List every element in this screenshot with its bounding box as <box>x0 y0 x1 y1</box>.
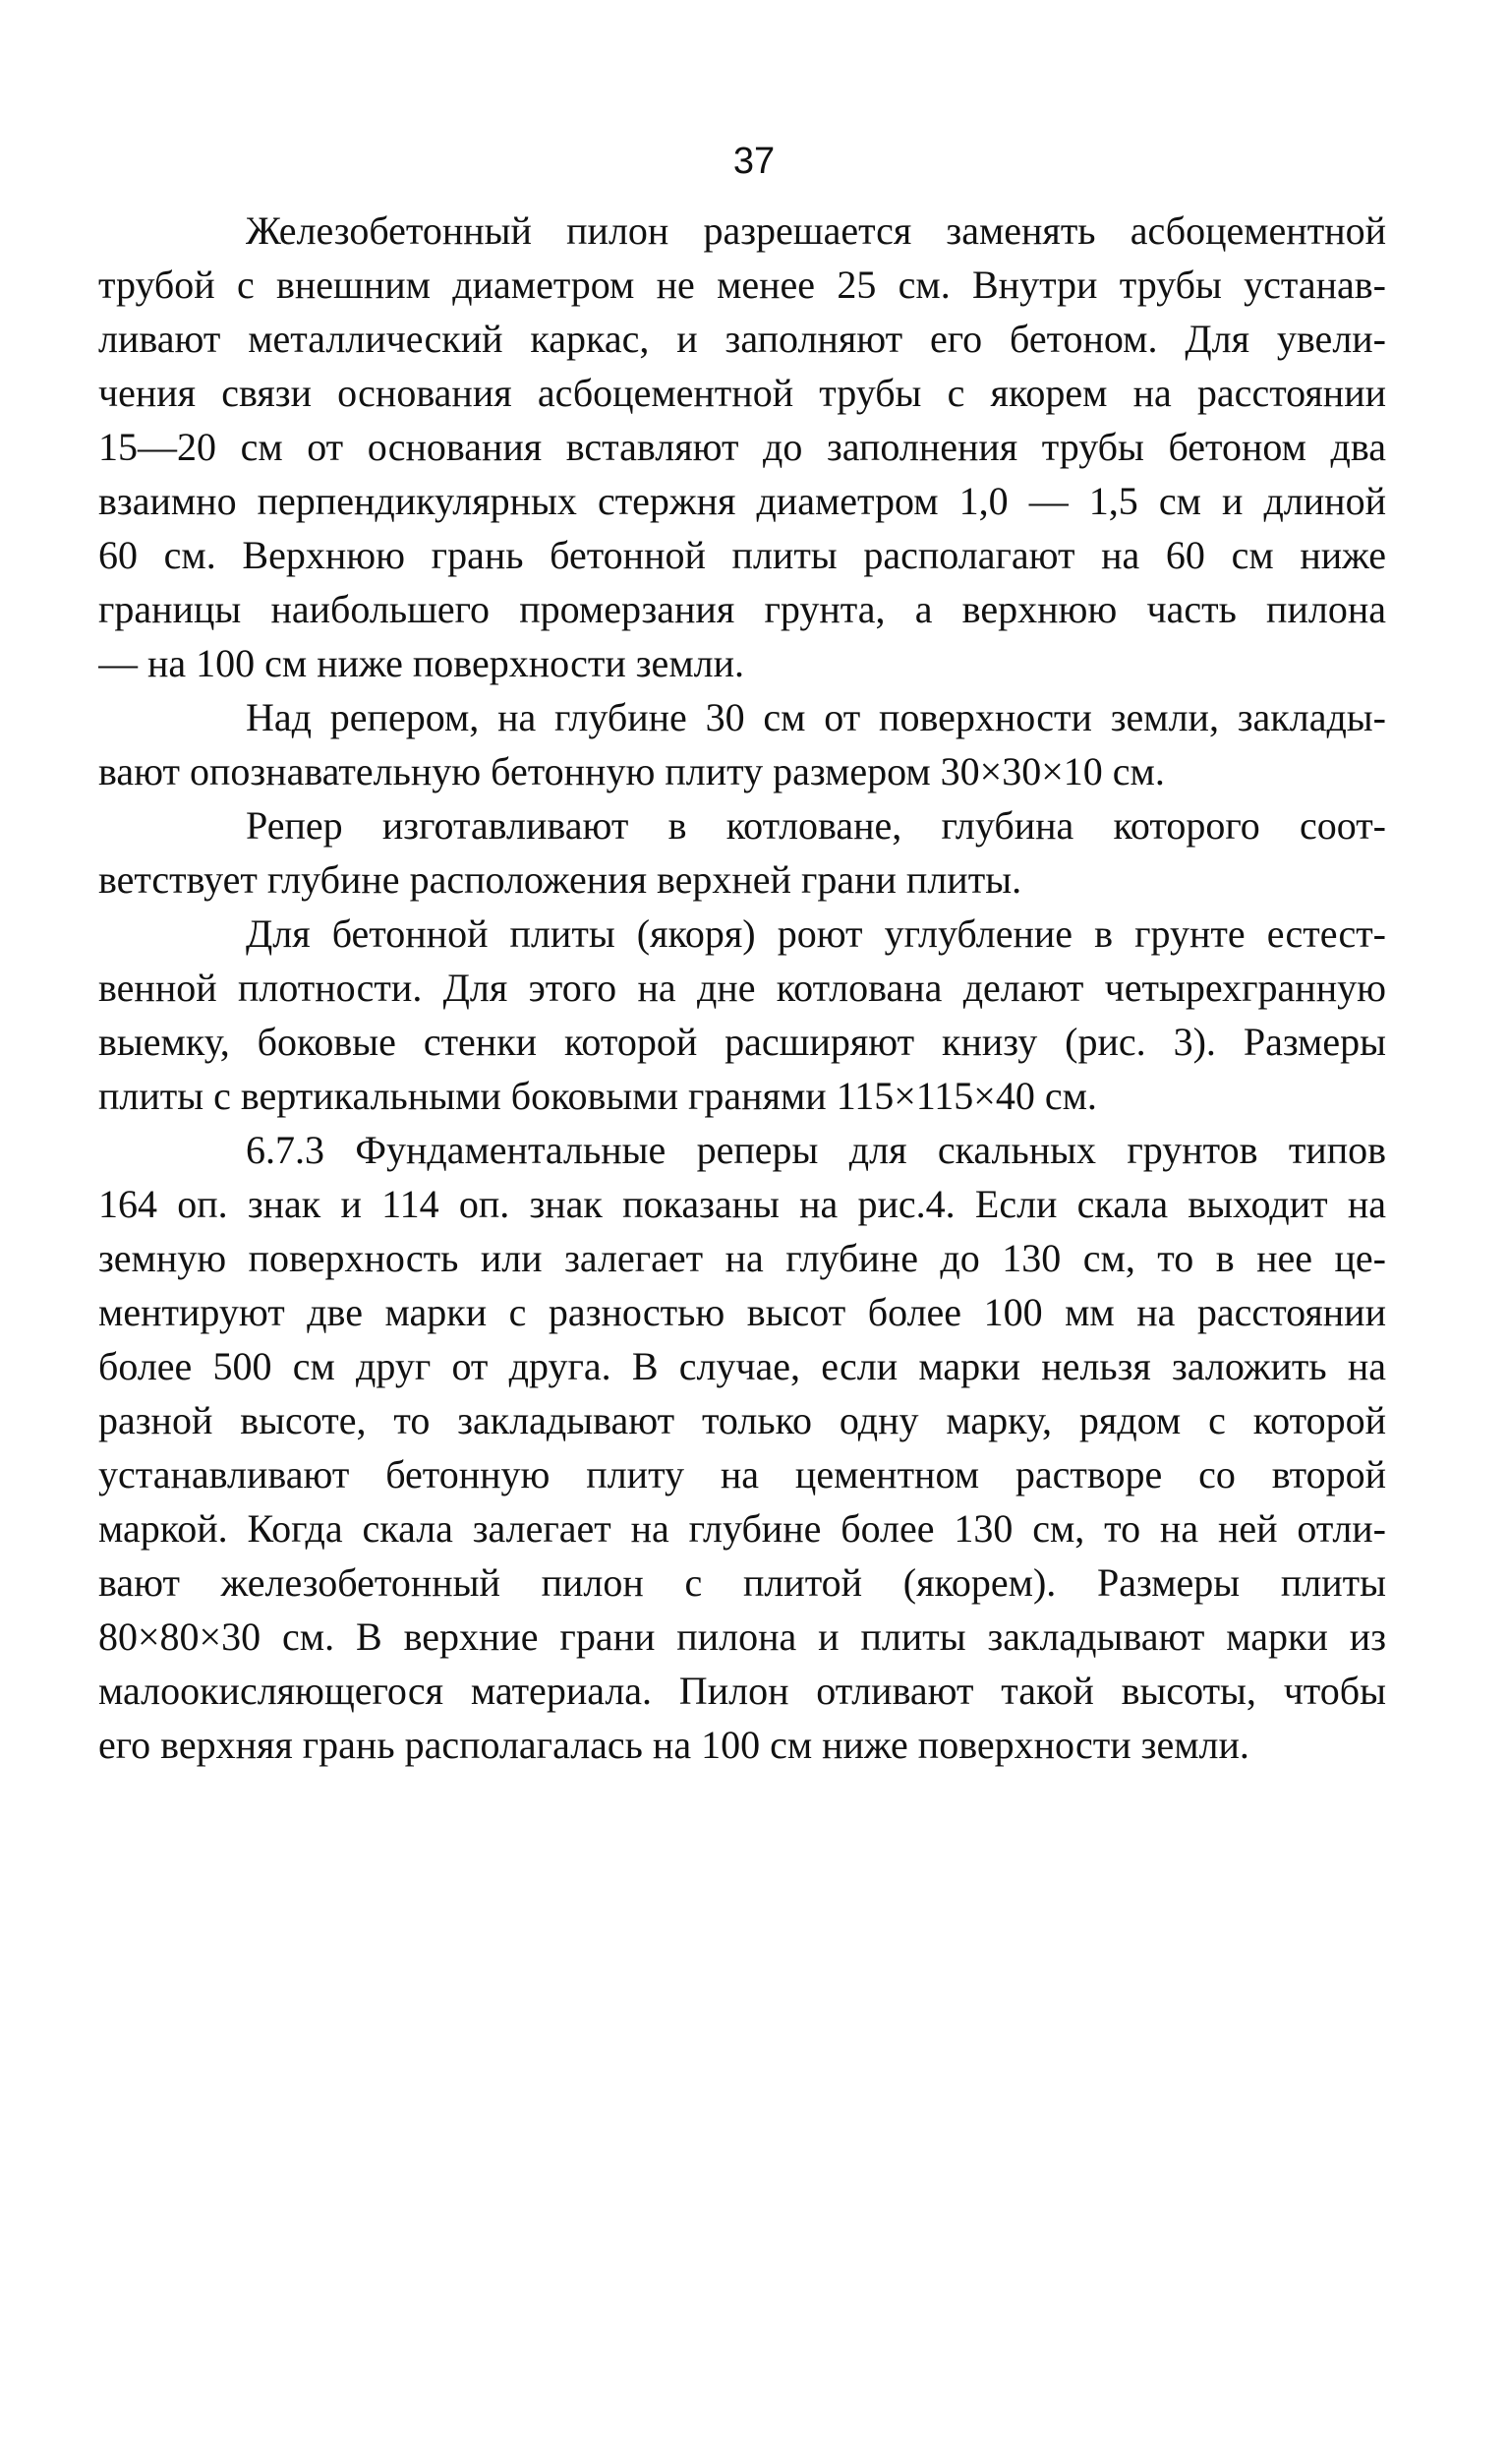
text-line: чения связи основания асбоцементной трубы с якорем на расстоянии <box>98 371 1386 415</box>
text-line: вают железобетонный пилон с плитой (якорем). Размеры плиты <box>98 1560 1386 1605</box>
text-line: 164 оп. знак и 114 оп. знак показаны на рис.4. Если скала выходит на <box>98 1182 1386 1226</box>
page-number: 37 <box>732 141 776 182</box>
text-line: венной плотности. Для этого на дне котлована делают четырехгранную <box>98 966 1386 1010</box>
paragraph <box>98 204 1386 690</box>
text-line: более 500 см друг от друга. В случае, если марки нельзя заложить на <box>98 1344 1386 1388</box>
text-line: ветствует глубине расположения верхней грани плиты. <box>98 857 1022 902</box>
text-line: плиты с вертикальными боковыми гранями 115×115×40 см. <box>98 1074 1097 1118</box>
paragraph <box>98 907 1386 1123</box>
text-line: взаимно перпендикулярных стержня диаметром 1,0 — 1,5 см и длиной <box>98 479 1386 523</box>
text-line: Репер изготавливают в котловане, глубина которого соот- <box>246 803 1386 848</box>
text-line: устанавливают бетонную плиту на цементном растворе со второй <box>98 1452 1386 1496</box>
text-line: 60 см. Верхнюю грань бетонной плиты располагают на 60 см ниже <box>98 533 1386 577</box>
text-line: 6.7.3 Фундаментальные реперы для скальных грунтов типов <box>246 1128 1386 1172</box>
paragraph <box>98 690 1386 798</box>
text-line: — на 100 см ниже поверхности земли. <box>98 641 744 685</box>
text-line: 15—20 см от основания вставляют до заполнения трубы бетоном два <box>98 425 1386 469</box>
text-line: разной высоте, то закладывают только одну марку, рядом с которой <box>98 1398 1386 1442</box>
text-line: малоокисляющегося материала. Пилон отливают такой высоты, чтобы <box>98 1669 1386 1713</box>
paragraph <box>98 798 1386 907</box>
body-text <box>98 204 1386 1772</box>
text-line: Для бетонной плиты (якоря) роют углубление в грунте естест- <box>246 911 1386 956</box>
text-line: ливают металлический каркас, и заполняют его бетоном. Для увели- <box>98 317 1386 361</box>
text-line: 80×80×30 см. В верхние грани пилона и плиты закладывают марки из <box>98 1614 1386 1659</box>
text-line: границы наибольшего промерзания грунта, а верхнюю часть пилона <box>98 587 1386 631</box>
text-line: земную поверхность или залегает на глубине до 130 см, то в нее це- <box>98 1236 1386 1280</box>
text-line: вают опознавательную бетонную плиту размером 30×30×10 см. <box>98 749 1165 793</box>
text-line: его верхняя грань располагалась на 100 см ниже поверхности земли. <box>98 1723 1249 1767</box>
text-line: выемку, боковые стенки которой расширяют книзу (рис. 3). Размеры <box>98 1020 1386 1064</box>
text-line: маркой. Когда скала залегает на глубине более 130 см, то на ней отли- <box>98 1506 1386 1551</box>
text-line: ментируют две марки с разностью высот более 100 мм на расстоянии <box>98 1290 1386 1334</box>
text-line: Над репером, на глубине 30 см от поверхности земли, заклады- <box>246 695 1386 739</box>
paragraph <box>98 1123 1386 1772</box>
text-line: Железобетонный пилон разрешается заменять асбоцементной <box>246 208 1386 253</box>
text-line: трубой с внешним диаметром не менее 25 см. Внутри трубы устанав- <box>98 263 1386 307</box>
